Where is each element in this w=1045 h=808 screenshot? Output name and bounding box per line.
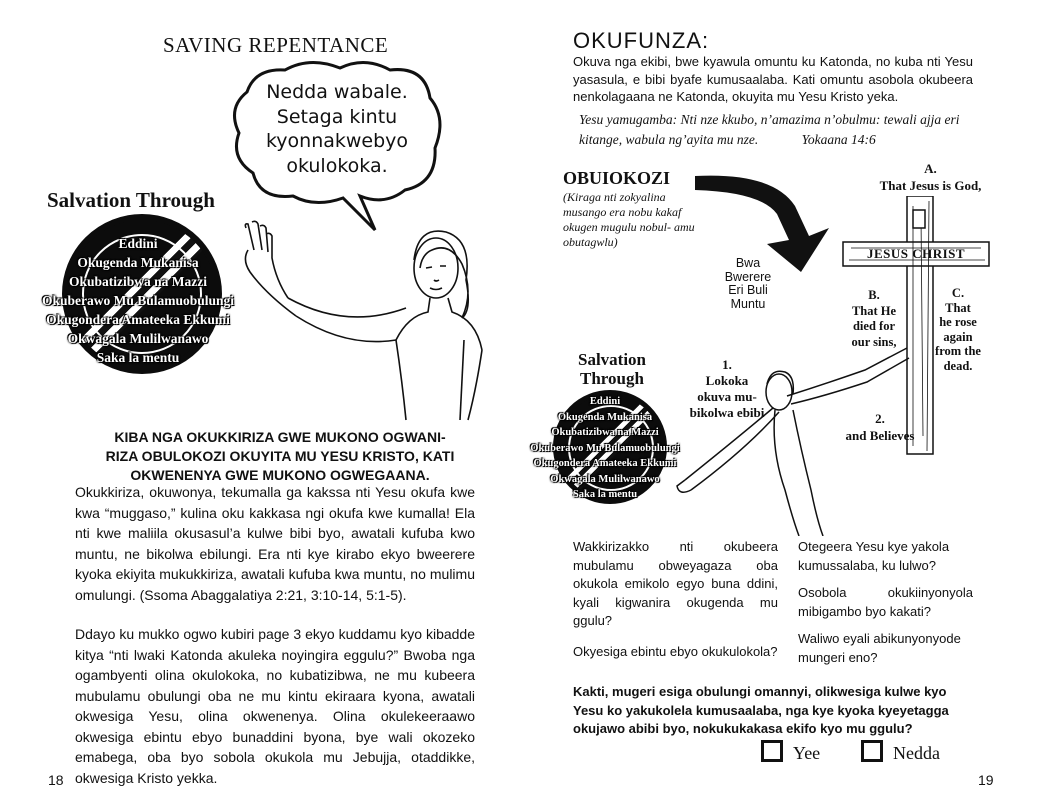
obulokozi-heading: OBUIOKOZI [563,168,671,188]
label-c [928,286,988,373]
woman-stop-illustration [236,220,484,422]
final-question: Kakti, mugeri esiga obulungi omannyi, olikwesiga kulwe kyo Yesu ko yakukolela kumusaalaba, nga kye kyoka kyeyetagga okujawo abibi byo, nokukukakasa ekifo kyo mu ggulu? [573,684,949,736]
speech-line: okulokoka. [286,154,388,177]
bold-statement [70,428,490,485]
free-line: Bwerere [724,269,772,284]
page-number: 18 [48,772,64,788]
banned-item: Okwagala Mulilwanawo [67,331,209,346]
label-a-text: That Jesus is God, [879,178,982,193]
step-2-line: and Believes [845,428,915,443]
label-b-line: That He [851,303,897,318]
answer-no[interactable] [861,740,940,764]
speech-line: Setaga kintu [276,105,398,128]
statement-line: RIZA OBULOKOZI OKUYITA MU YESU KRISTO, KATI [105,448,455,464]
label-c-line: again [943,329,973,344]
label-b-line: died for [852,319,895,333]
label-c-line: That [945,300,971,315]
banned-item: Eddini [589,396,621,407]
page-number: 19 [978,772,994,788]
banned-list [513,394,697,503]
label-c-letter: C. [951,286,965,300]
banned-list [20,234,256,367]
right-page [523,0,1045,808]
salvation-heading [567,350,657,388]
step-1-line: Lokoka [705,373,749,388]
intro-text: Okuva nga ekibi, bwe kyawula omuntu ku Katonda, no kuba nti Yesu yasasula, e bibi byafe kumusaalaba. Kati omuntu asobola okubeera nenkolagaana ne Katonda, okuyita mu Yesu Kristo yeka. [573,54,973,104]
verse-reference: Yokaana 14:6 [801,132,876,147]
bible-verse [579,110,974,150]
banned-item: Okugondera Amateeka Ekkumi [46,312,230,327]
banned-item: Okuberawo Mu Bulamuobulungi [530,442,680,454]
banned-item: Saka la mentu [572,489,638,500]
free-line: Bwa [735,256,761,270]
yes-label: Yee [793,743,821,763]
salvation-line: Salvation [577,350,647,369]
label-b-line: our sins, [851,334,897,349]
obulokozi-description: (Kiraga nti zokyalina musango era nobu kakaf okugen mugulu nobul- amu obutagwlu) [563,190,695,249]
step-1-line: bikolwa ebibi [689,405,765,420]
question: Otegeera Yesu kye yakola kumussalaba, ku lulwo? [798,539,950,573]
label-c-line: from the [935,344,981,358]
question: Osobola okukiinyonyola mibigambo byo kakati? [798,585,973,619]
label-a [863,160,998,194]
salvation-line: Through [580,369,644,388]
questions-right [798,538,973,667]
step-1-line: okuva mu- [697,389,757,404]
step-2-line: 2. [875,411,885,426]
free-to-all [713,257,783,311]
verse-text: Yesu yamugamba: Nti nze kkubo, n’amazima n’obulmu: tewali ajja eri kitange, wabula ng’ayita mu nze. [579,112,960,147]
banned-item: Okuberawo Mu Bulamuobulungi [41,293,235,308]
label-a-letter: A. [924,161,937,176]
banned-item: Eddini [118,236,158,251]
no-checkbox[interactable] [861,740,883,762]
banned-item: Okubatizibwa na Mazzi [68,274,207,289]
banned-item: Okubatizibwa na Mazzi [551,427,659,438]
no-label: Nedda [893,743,940,763]
paragraph: Okukkiriza, okuwonya, tekumalla ga kakssa nti Yesu okufa kwe kwa “muggaso,” kulina oku kakkasa ngi okufa kwe kumalla! Ela nti kwe maliila okusasul’a kulwe bibi byo, awatali kufuba kwo muntu, ne bikolwa ebilungi. Era nti kye kirabo ekyo bweerere kyoka ekiyita mukukkiriza, awatali kufuba kwa muntu, no mulimu omulungi. (Ssoma Abaggalatiya 2:21, 3:10-14, 5:1-5). [75,484,475,603]
woman-reaching-illustration [675,330,915,536]
cross-sign: JESUS CHRIST [866,246,966,261]
question: Wakkirizakko nti okubeera mubulamu obweyagaza oba okukola emikolo egyo buna ddini, kyali kigwanira okugenda mu ggulu? [573,539,778,628]
paragraph: Ddayo ku mukko ogwo kubiri page 3 ekyo kuddamu kyo kibadde kitya “nti lwaki Katonda akuleka noyingira eggulu?” Bwoba nga ogambyenti olina okulokoka, no kubatizibwa, ne mu kubeera mubulamu obulungi oba ne mu kintu ekiraara kyona, awatali okwesiga Yesu, olina okwenenya. Olina okulekeeraawo okwesiga ebintu ebyo bunaddini byona, bye wali okozeko emabega, oba byo sobola okukola mu Jebujja, otaddikke, okwesiga Kristo yekka. [75,626,475,786]
step-1-line: 1. [722,357,732,372]
statement-line: KIBA NGA OKUKKIRIZA GWE MUKONO OGWANI- [114,429,446,445]
banned-item: Okwagala Mulilwanawo [550,473,660,485]
label-c-line: he rose [939,315,977,329]
label-b-letter: B. [868,288,880,302]
banned-item: Okugondera Amateeka Ekkumi [533,458,677,469]
page-title: SAVING REPENTANCE [163,33,389,57]
banned-item: Okugenda Mukanisa [77,255,199,270]
page-title: OKUFUNZA: [573,28,710,53]
banned-item: Okugenda Mukanisa [557,411,653,423]
statement-line: OKWENENYA GWE MUKONO OGWEGAANA. [130,467,430,483]
speech-text [252,80,422,178]
question: Waliwo eyali abikunyonyode mungeri eno? [798,631,961,665]
speech-line: Nedda wabale. [266,81,408,103]
salvation-heading: Salvation Through [47,188,215,212]
banned-item: Saka la mentu [96,350,180,365]
speech-line: kyonnakwebyo [265,130,409,152]
label-c-line: dead. [943,358,973,373]
answer-yes[interactable] [761,740,820,764]
question: Okyesiga ebintu ebyo okukulokola? [573,643,778,659]
left-page [0,0,522,808]
questions-left [573,538,778,661]
yes-checkbox[interactable] [761,740,783,762]
free-line: Muntu [730,296,766,311]
free-line: Eri Buli [728,283,768,297]
